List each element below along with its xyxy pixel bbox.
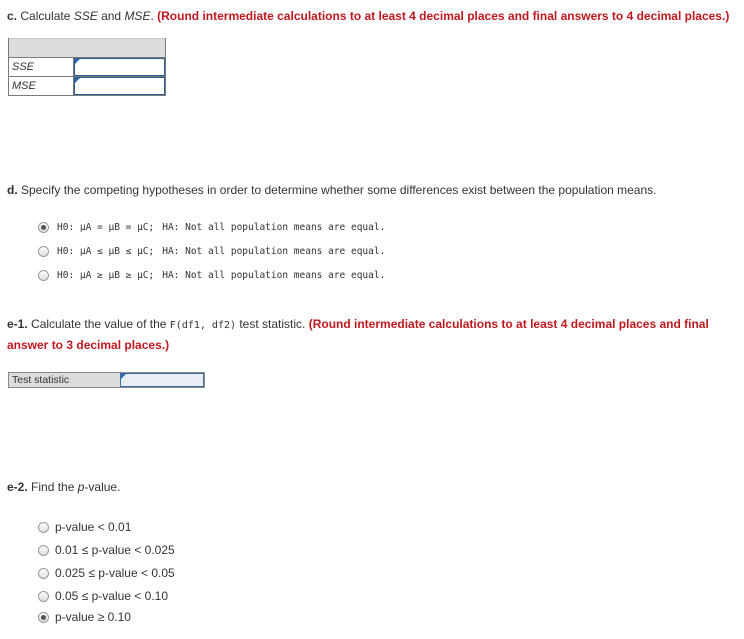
pvalue-option-1[interactable] — [38, 520, 131, 534]
table-row-sse — [9, 57, 165, 76]
hypothesis-h0: H0: μA ≥ μB ≥ μC; — [57, 270, 155, 281]
test-statistic-label: Test statistic — [9, 373, 120, 387]
input-marker-icon — [75, 78, 80, 83]
radio-button[interactable] — [38, 545, 49, 556]
table-row-mse — [9, 76, 165, 95]
question-e1-instruction-cont: answer to 3 decimal places.) — [7, 338, 170, 352]
sse-row-label: SSE — [9, 58, 74, 76]
question-d-text: Specify the competing hypotheses in order to determine whether some differences exist between the population means. — [17, 183, 657, 197]
p-term: p — [77, 480, 85, 494]
question-e2-label: e-2. — [7, 480, 28, 494]
pvalue-option-4[interactable] — [38, 589, 168, 603]
question-d-label: d. — [7, 183, 18, 197]
pvalue-option-5[interactable] — [38, 610, 131, 624]
hypothesis-h0: H0: μA = μB = μC; — [57, 222, 155, 233]
question-e1 — [7, 316, 709, 334]
question-c-instruction: (Round intermediate calculations to at least 4 decimal places and final answers to 4 decimal places.) — [157, 9, 730, 23]
radio-button[interactable] — [38, 591, 49, 602]
question-c — [7, 8, 729, 24]
test-statistic-input[interactable] — [120, 373, 204, 387]
hypothesis-option-3[interactable] — [38, 270, 385, 281]
question-e1-label: e-1. — [7, 317, 28, 331]
question-c-label: c. — [7, 9, 18, 23]
question-e2-text-after: -value. — [84, 480, 121, 494]
question-e1-text-after: test statistic. — [236, 317, 309, 331]
pvalue-option-2[interactable] — [38, 543, 175, 557]
mse-term: MSE — [124, 9, 151, 23]
period-text: . — [150, 9, 158, 23]
pvalue-option-label: 0.01 ≤ p-value < 0.025 — [55, 543, 175, 557]
and-text: and — [97, 9, 125, 23]
radio-button[interactable] — [38, 246, 49, 257]
mse-row-label: MSE — [9, 77, 74, 95]
input-marker-icon — [75, 59, 80, 64]
mse-input[interactable] — [74, 77, 165, 95]
question-e1-line2 — [7, 337, 169, 353]
hypothesis-ha: HA: Not all population means are equal. — [162, 270, 386, 281]
test-statistic-row — [8, 372, 205, 388]
question-e1-text: Calculate the value of the — [27, 317, 170, 331]
radio-button[interactable] — [38, 270, 49, 281]
hypothesis-option-1[interactable] — [38, 222, 385, 233]
hypothesis-ha: HA: Not all population means are equal. — [162, 222, 386, 233]
question-d — [7, 182, 657, 198]
question-e1-instruction: (Round intermediate calculations to at least 4 decimal places and final — [308, 317, 709, 331]
radio-button-selected[interactable] — [38, 612, 49, 623]
question-e2 — [7, 479, 120, 495]
table-header — [9, 38, 165, 57]
pvalue-option-label: p-value ≥ 0.10 — [55, 610, 131, 624]
input-marker-icon — [121, 374, 126, 379]
pvalue-option-3[interactable] — [38, 566, 175, 580]
sse-mse-table — [8, 38, 166, 96]
f-statistic-term: F(df1, df2) — [169, 320, 237, 331]
hypothesis-ha: HA: Not all population means are equal. — [162, 246, 386, 257]
radio-button-selected[interactable] — [38, 222, 49, 233]
radio-button[interactable] — [38, 568, 49, 579]
question-e2-text: Find the — [27, 480, 78, 494]
question-c-text: Calculate — [17, 9, 74, 23]
hypothesis-h0: H0: μA ≤ μB ≤ μC; — [57, 246, 155, 257]
pvalue-option-label: 0.05 ≤ p-value < 0.10 — [55, 589, 168, 603]
sse-term: SSE — [73, 9, 98, 23]
hypothesis-option-2[interactable] — [38, 246, 385, 257]
radio-button[interactable] — [38, 522, 49, 533]
sse-input[interactable] — [74, 58, 165, 76]
pvalue-option-label: p-value < 0.01 — [55, 520, 132, 534]
pvalue-option-label: 0.025 ≤ p-value < 0.05 — [55, 566, 175, 580]
